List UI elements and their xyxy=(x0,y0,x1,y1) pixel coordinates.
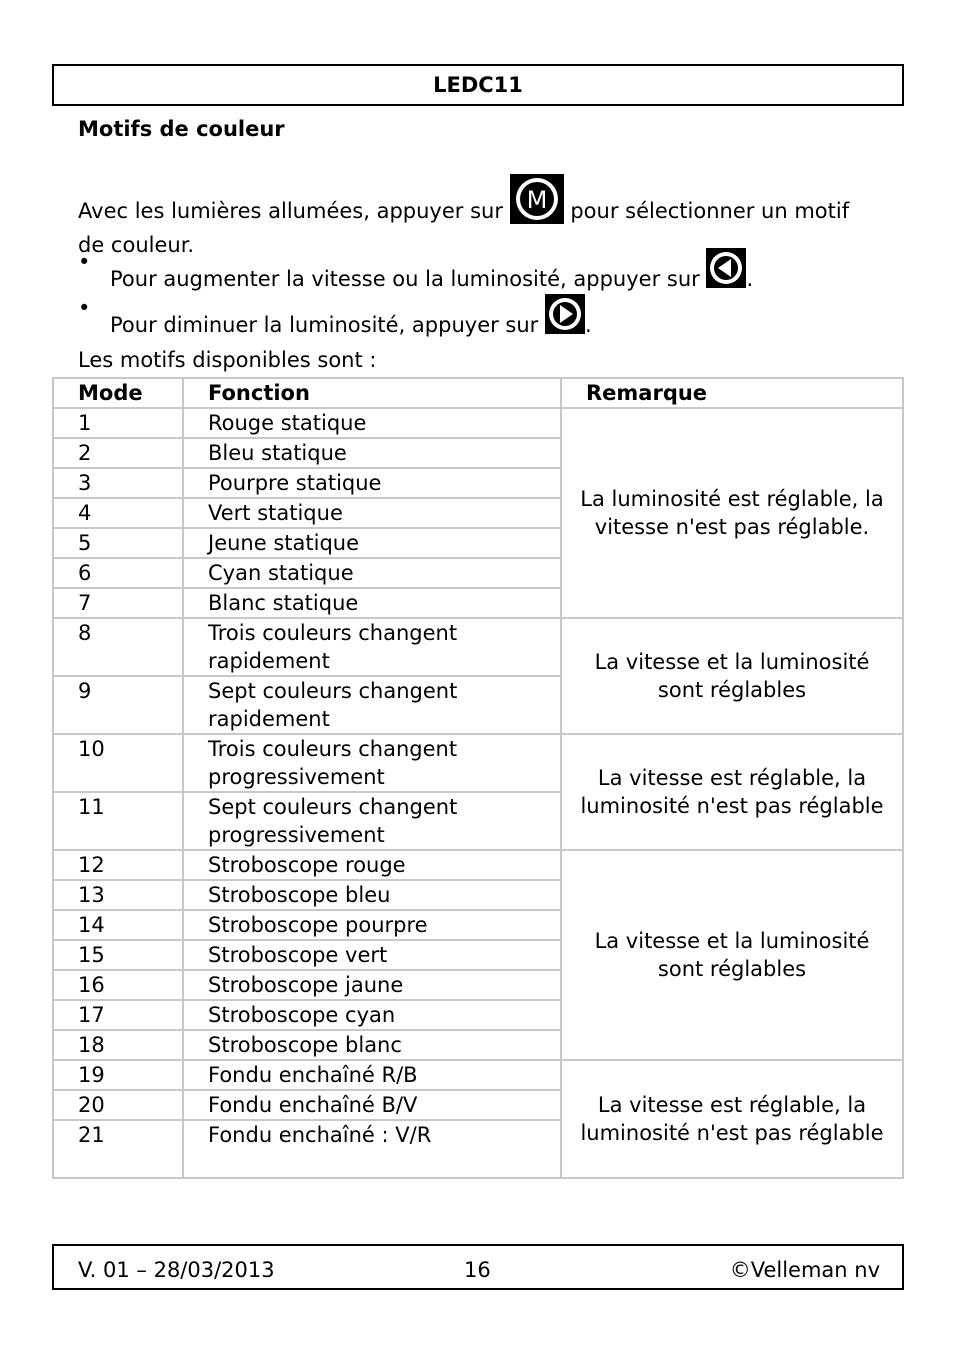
bullet-text: Pour diminuer la luminosité, appuyer sur xyxy=(110,313,539,337)
svg-text:M: M xyxy=(526,186,547,214)
mode-cell: 5 xyxy=(53,528,183,558)
model-title: LEDC11 xyxy=(433,73,523,97)
mode-cell: 15 xyxy=(53,940,183,970)
table-row xyxy=(53,850,903,880)
function-cell: Jeune statique xyxy=(183,528,561,558)
function-cell: Fondu enchaîné B/V xyxy=(183,1090,561,1120)
function-cell: Blanc statique xyxy=(183,588,561,618)
function-cell: Stroboscope cyan xyxy=(183,1000,561,1030)
header-mode: Mode xyxy=(53,378,183,408)
function-cell: Fondu enchaîné : V/R xyxy=(183,1120,561,1178)
mode-cell: 14 xyxy=(53,910,183,940)
section-title: Motifs de couleur xyxy=(78,117,285,141)
footer-box xyxy=(52,1244,904,1290)
mode-cell: 3 xyxy=(53,468,183,498)
mode-cell: 13 xyxy=(53,880,183,910)
mode-cell: 19 xyxy=(53,1060,183,1090)
mode-cell: 10 xyxy=(53,734,183,792)
function-cell: Sept couleurs changent rapidement xyxy=(183,676,561,734)
function-cell: Trois couleurs changent rapidement xyxy=(183,618,561,676)
remark-cell: La vitesse est réglable, la luminosité n'est pas réglable xyxy=(561,734,903,850)
function-cell: Sept couleurs changent progressivement xyxy=(183,792,561,850)
mode-cell: 20 xyxy=(53,1090,183,1120)
mode-cell: 11 xyxy=(53,792,183,850)
mode-button-icon xyxy=(510,174,564,231)
bullet-dot: • xyxy=(78,296,91,320)
mode-cell: 4 xyxy=(53,498,183,528)
bullet-dot: • xyxy=(78,250,91,274)
mode-cell: 8 xyxy=(53,618,183,676)
function-cell: Stroboscope rouge xyxy=(183,850,561,880)
available-modes-label: Les motifs disponibles sont : xyxy=(78,348,377,372)
mode-cell: 9 xyxy=(53,676,183,734)
mode-cell: 7 xyxy=(53,588,183,618)
table-header-row xyxy=(53,378,903,408)
mode-cell: 1 xyxy=(53,408,183,438)
bullet-text: Pour augmenter la vitesse ou la luminosité, appuyer sur xyxy=(110,267,700,291)
modes-table xyxy=(52,377,904,1179)
footer-copyright: ©Velleman nv xyxy=(729,1258,880,1282)
function-cell: Trois couleurs changent progressivement xyxy=(183,734,561,792)
remark-cell: La vitesse et la luminosité sont réglables xyxy=(561,850,903,1060)
function-cell: Stroboscope blanc xyxy=(183,1030,561,1060)
page-number: 16 xyxy=(464,1258,491,1282)
function-cell: Stroboscope bleu xyxy=(183,880,561,910)
header-remark: Remarque xyxy=(561,378,903,408)
table-row xyxy=(53,734,903,792)
mode-cell: 12 xyxy=(53,850,183,880)
function-cell: Stroboscope pourpre xyxy=(183,910,561,940)
mode-cell: 16 xyxy=(53,970,183,1000)
table-row xyxy=(53,1060,903,1090)
mode-cell: 6 xyxy=(53,558,183,588)
mode-cell: 21 xyxy=(53,1120,183,1178)
mode-cell: 18 xyxy=(53,1030,183,1060)
function-cell: Bleu statique xyxy=(183,438,561,468)
table-row xyxy=(53,618,903,676)
mode-cell: 2 xyxy=(53,438,183,468)
remark-cell: La vitesse et la luminosité sont réglables xyxy=(561,618,903,734)
function-cell: Pourpre statique xyxy=(183,468,561,498)
function-cell: Rouge statique xyxy=(183,408,561,438)
left-arrow-button-icon xyxy=(706,248,746,295)
mode-cell: 17 xyxy=(53,1000,183,1030)
bullet-end: . xyxy=(585,313,592,337)
right-arrow-button-icon xyxy=(545,294,585,341)
remark-cell: La vitesse est réglable, la luminosité n'est pas réglable xyxy=(561,1060,903,1178)
intro-text-after: pour sélectionner un motif de couleur. xyxy=(78,199,850,257)
intro-text-before: Avec les lumières allumées, appuyer sur xyxy=(78,199,503,223)
function-cell: Stroboscope jaune xyxy=(183,970,561,1000)
header-function: Fonction xyxy=(183,378,561,408)
footer-version: V. 01 – 28/03/2013 xyxy=(78,1258,275,1282)
function-cell: Vert statique xyxy=(183,498,561,528)
remark-cell: La luminosité est réglable, la vitesse n'est pas réglable. xyxy=(561,408,903,618)
bullet-end: . xyxy=(746,267,754,291)
intro-paragraph xyxy=(78,174,878,259)
function-cell: Fondu enchaîné R/B xyxy=(183,1060,561,1090)
header-title-box xyxy=(52,64,904,106)
function-cell: Cyan statique xyxy=(183,558,561,588)
function-cell: Stroboscope vert xyxy=(183,940,561,970)
table-row xyxy=(53,408,903,438)
